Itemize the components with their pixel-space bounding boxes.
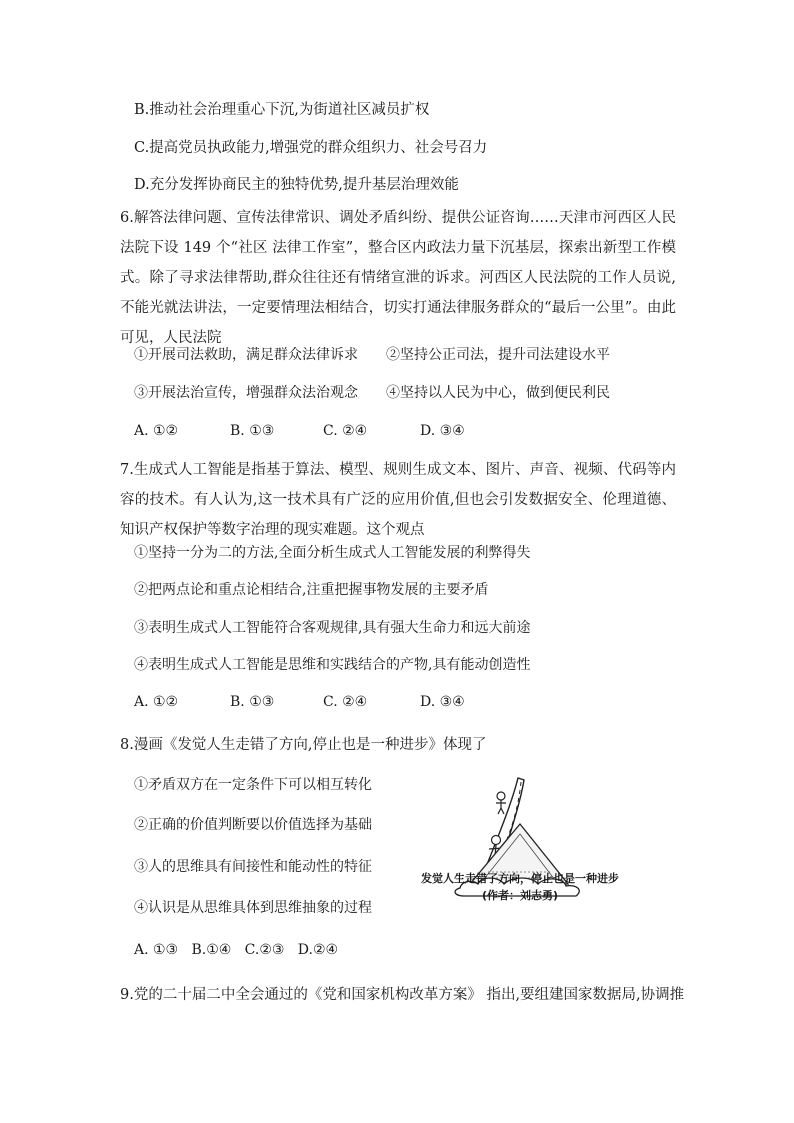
q8-item-3: ③人的思维具有间接性和能动性的特征 (134, 859, 372, 875)
q7-item-3: ③表明生成式人工智能符合客观规律,具有强大生命力和远大前途 (134, 620, 531, 636)
cartoon-author: (作者：刘志勇) (481, 889, 559, 902)
q5-option-d: D.充分发挥协商民主的独特优势,提升基层治理效能 (134, 177, 459, 193)
q6-stem: 6.解答法律问题、宣传法律常识、调处矛盾纠纷、提供公证咨询……天津市河西区人民法院下设 149 个“社区 法律工作室”，整合区内政法力量下沉基层，探索出新型工作模式。除了寻求法律帮助,群众往往还有情绪宣泄的诉求。河西区人民法院的工作人员说,不能光就法讲法，一定要情理法相结合，切实打通法律服务群众的“最后一公里”。由此可见，人民法院 (120, 210, 676, 346)
q8-item-4: ④认识是从思维具体到思维抽象的过程 (134, 900, 372, 916)
q7-item-4: ④表明生成式人工智能是思维和实践结合的产物,具有能动创造性 (134, 657, 531, 673)
q7-item-2: ②把两点论和重点论相结合,注重把握事物发展的主要矛盾 (134, 582, 489, 598)
q5-option-c: C.提高党员执政能力,增强党的群众组织力、社会号召力 (134, 140, 488, 156)
q9-stem: 9.党的二十届二中全会通过的《党和国家机构改革方案》 指出,要组建国家数据局,协调推 (120, 987, 685, 1003)
q7-choice-b: B. ①③ (230, 694, 275, 710)
q6-choice-c: C. ②④ (323, 423, 368, 439)
q7-choice-d: D. ③④ (420, 694, 465, 710)
q7-choice-a: A. ①② (134, 694, 179, 710)
q6-item-3: ③开展法治宣传，增强群众法治观念 (134, 385, 358, 401)
q7-choice-c: C. ②④ (323, 694, 368, 710)
q8-item-2: ②正确的价值判断要以价值选择为基础 (134, 817, 372, 833)
q6-choice-d: D. ③④ (420, 423, 465, 439)
q7-stem: 7.生成式人工智能是指基于算法、模型、规则生成文本、图片、声音、视频、代码等内容的技术。有人认为,这一技术具有广泛的应用价值,但也会引发数据安全、伦理道德、知识产权保护等数字治理的现实难题。这个观点 (120, 462, 676, 538)
q6-item-2: ②坚持公正司法，提升司法建设水平 (386, 347, 610, 363)
q8-stem: 8.漫画《发觉人生走错了方向,停止也是一种进步》体现了 (120, 737, 487, 753)
q6-choice-b: B. ①③ (230, 423, 275, 439)
q6-item-1: ①开展司法救助，满足群众法律诉求 (134, 347, 358, 363)
cartoon-figure-top (496, 792, 506, 814)
cartoon-caption: 发觉人生走错了方向，停止也是一种进步 (421, 872, 619, 885)
q6-choice-a: A. ①② (134, 423, 179, 439)
q8-item-1: ①矛盾双方在一定条件下可以相互转化 (134, 777, 372, 793)
q5-option-b: B.推动社会治理重心下沉,为街道社区减员扩权 (134, 102, 430, 118)
q7-item-1: ①坚持一分为二的方法,全面分析生成式人工智能发展的利弊得失 (134, 545, 531, 561)
q6-item-4: ④坚持以人民为中心，做到便民利民 (386, 385, 610, 401)
q8-choices: A. ①③ B.①④ C.②③ D.②④ (134, 942, 339, 958)
